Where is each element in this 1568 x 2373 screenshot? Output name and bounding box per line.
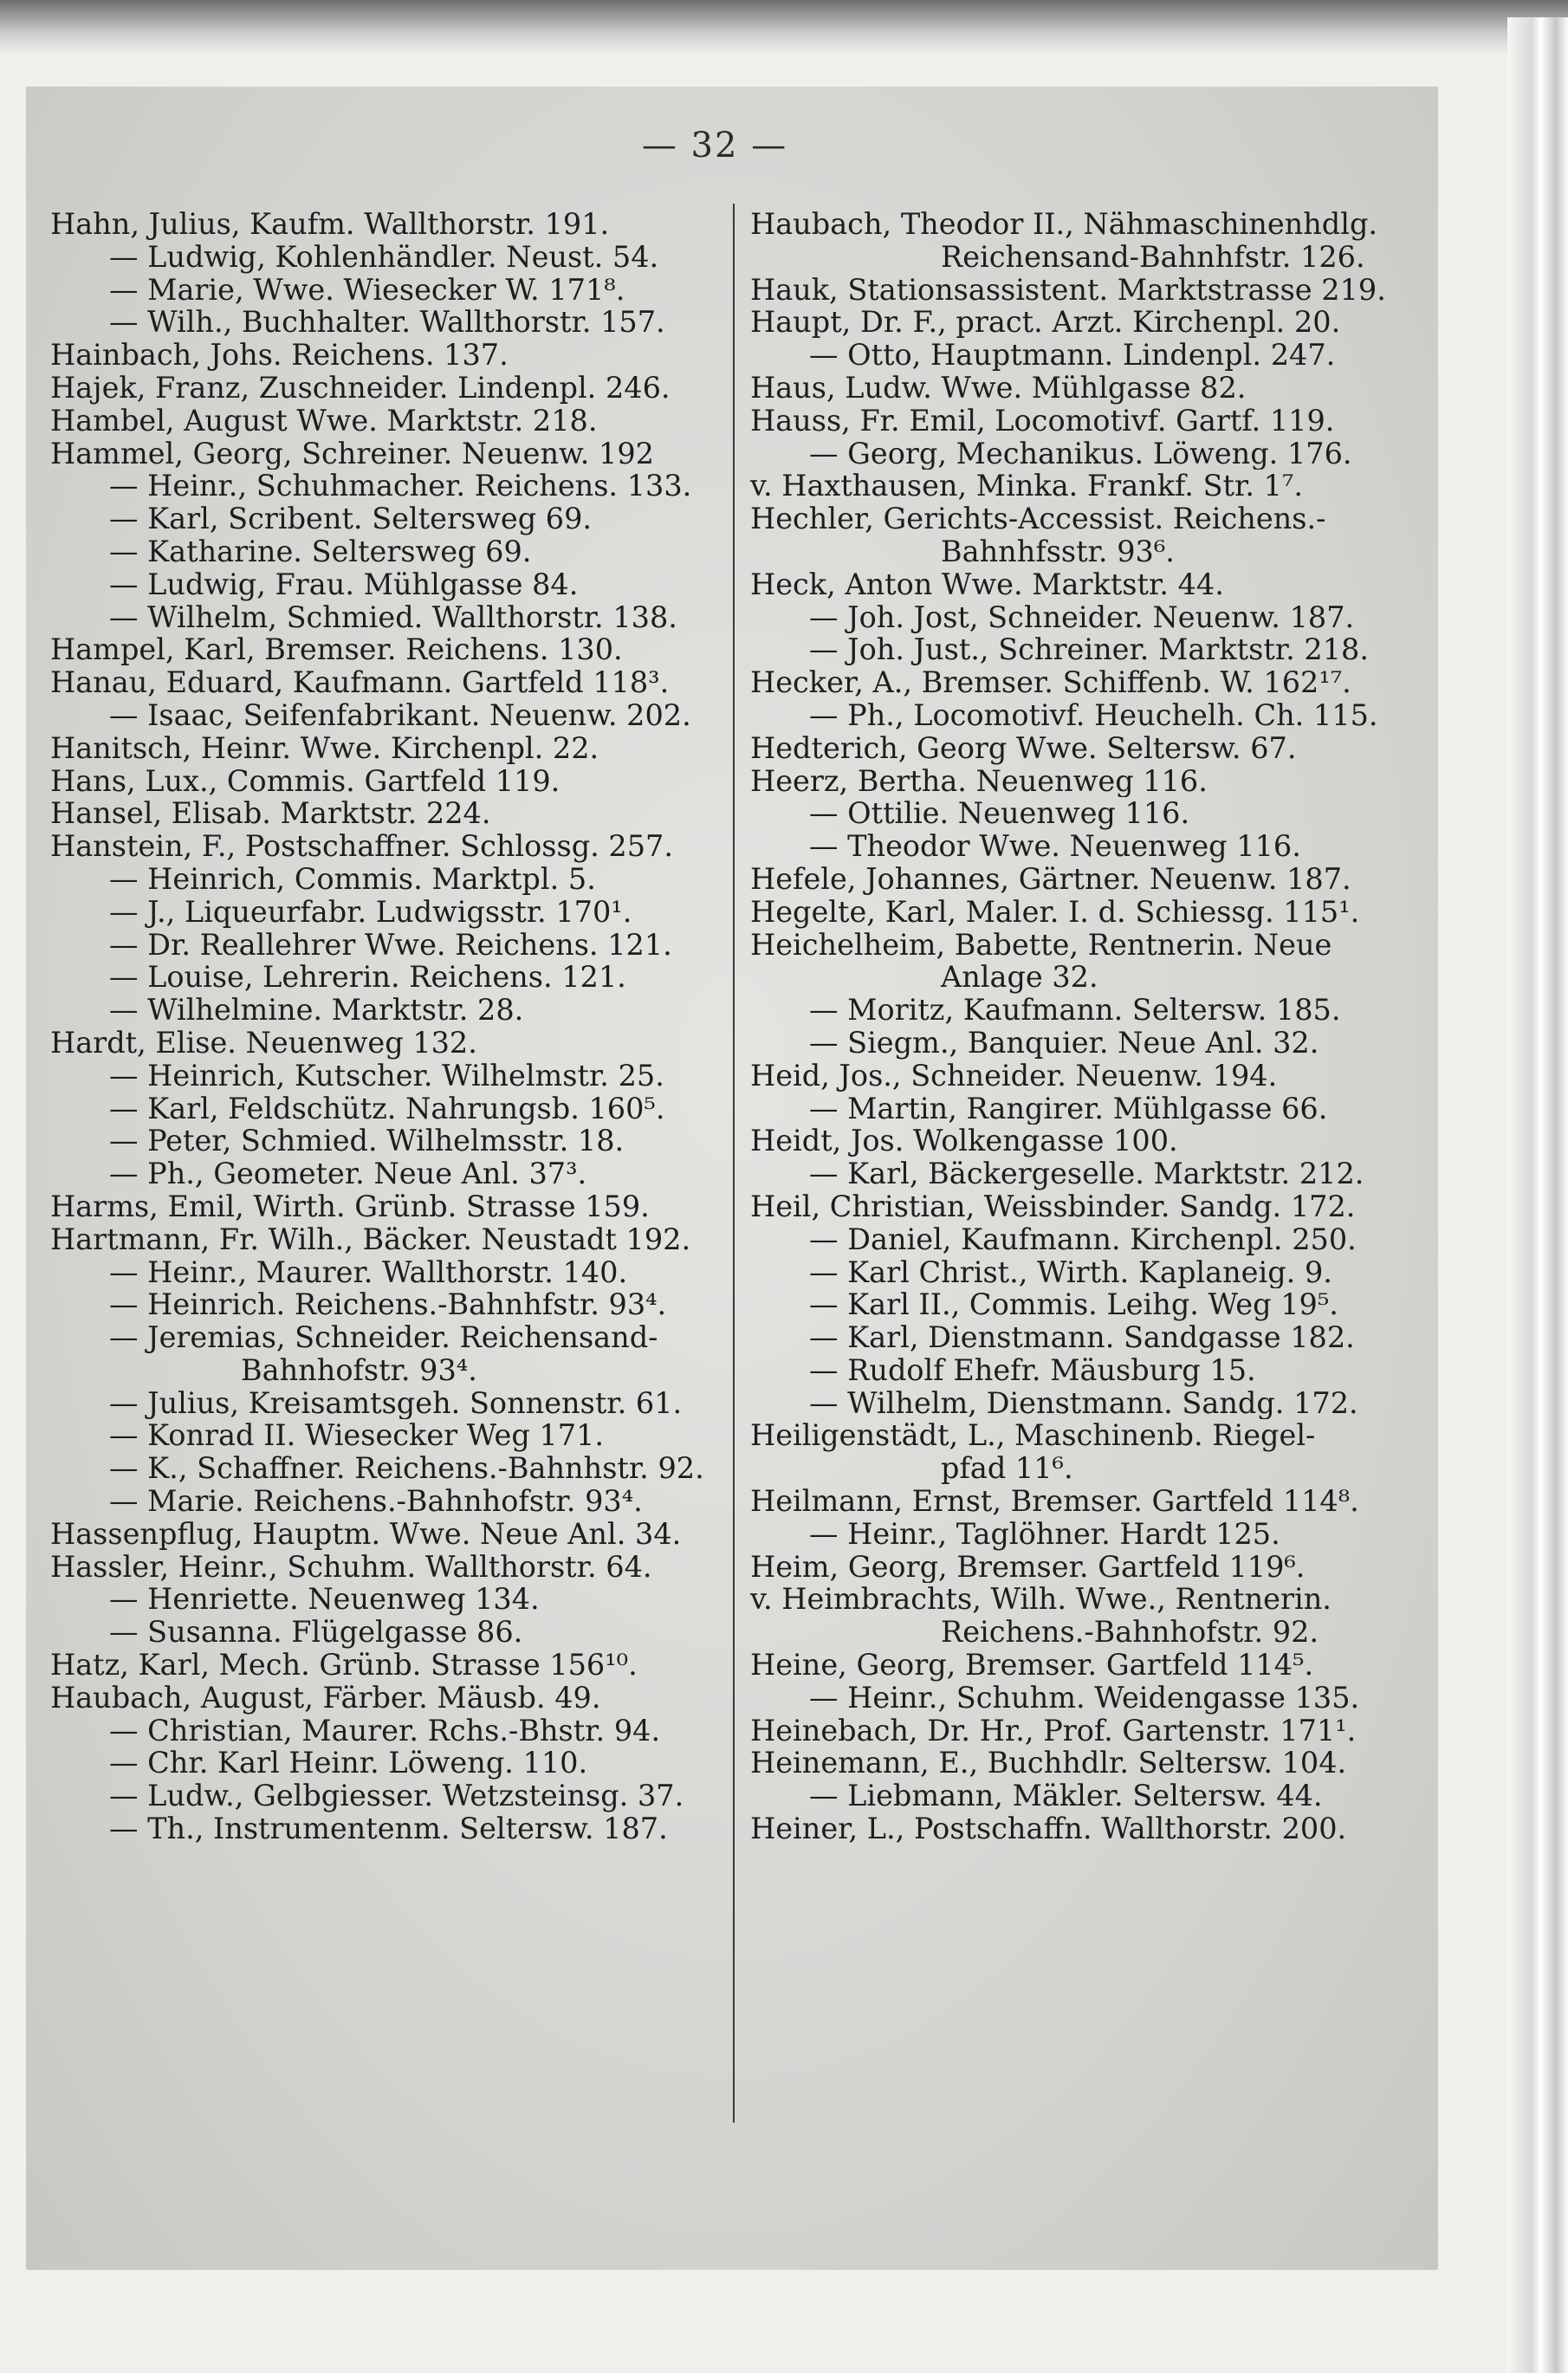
- directory-entry: Hajek, Franz, Zuschneider. Lindenpl. 246.: [50, 371, 671, 405]
- right-column: [750, 208, 1409, 1845]
- directory-entry: — Konrad II. Wiesecker Weg 171.: [109, 1419, 605, 1453]
- directory-entry: Hassler, Heinr., Schuhm. Wallthorstr. 64.: [50, 1550, 652, 1584]
- directory-entry: — Ludwig, Frau. Mühlgasse 84.: [109, 567, 579, 601]
- directory-entry: Hans, Lux., Commis. Gartfeld 119.: [50, 764, 560, 798]
- directory-entry: Hahn, Julius, Kaufm. Wallthorstr. 191.: [50, 208, 610, 241]
- directory-entry: Haus, Ludw. Wwe. Mühlgasse 82.: [750, 371, 1247, 405]
- directory-entry: Hanitsch, Heinr. Wwe. Kirchenpl. 22.: [50, 731, 599, 765]
- directory-entry: — Susanna. Flügelgasse 86.: [109, 1616, 523, 1650]
- directory-entry: — Henriette. Neuenweg 134.: [109, 1583, 540, 1617]
- directory-entry: — Heinrich, Kutscher. Wilhelmstr. 25.: [109, 1059, 664, 1092]
- directory-entry: — Chr. Karl Heinr. Löweng. 110.: [109, 1747, 588, 1780]
- directory-entry: — Heinr., Maurer. Wallthorstr. 140.: [109, 1255, 628, 1289]
- directory-entry: Bahnhfsstr. 93⁶.: [941, 535, 1175, 568]
- directory-entry: — Otto, Hauptmann. Lindenpl. 247.: [809, 339, 1336, 372]
- directory-entry: Heiligenstädt, L., Maschinenb. Riegel-: [750, 1419, 1316, 1453]
- directory-entry: Heichelheim, Babette, Rentnerin. Neue: [750, 928, 1332, 962]
- directory-entry: — Ottilie. Neuenweg 116.: [809, 797, 1190, 831]
- directory-entry: — Karl, Dienstmann. Sandgasse 182.: [809, 1321, 1355, 1354]
- directory-entry: — Theodor Wwe. Neuenweg 116.: [809, 830, 1301, 863]
- directory-entry: Heinebach, Dr. Hr., Prof. Gartenstr. 171¹.: [750, 1714, 1357, 1747]
- directory-entry: — Karl, Bäckergeselle. Marktstr. 212.: [809, 1157, 1364, 1190]
- directory-entry: Heck, Anton Wwe. Marktstr. 44.: [750, 567, 1224, 601]
- directory-entry: — Joh. Just., Schreiner. Marktstr. 218.: [809, 633, 1370, 667]
- directory-entry: — Karl Christ., Wirth. Kaplaneig. 9.: [809, 1255, 1332, 1289]
- directory-entry: Harms, Emil, Wirth. Grünb. Strasse 159.: [50, 1190, 650, 1223]
- directory-entry: Hassenpflug, Hauptm. Wwe. Neue Anl. 34.: [50, 1517, 682, 1551]
- page-number: — 32 —: [641, 126, 788, 165]
- directory-entry: Heiner, L., Postschaffn. Wallthorstr. 200.: [750, 1812, 1347, 1845]
- directory-entry: Hainbach, Johs. Reichens. 137.: [50, 339, 509, 372]
- directory-entry: Heim, Georg, Bremser. Gartfeld 119⁶.: [750, 1550, 1306, 1584]
- directory-entry: — Ludw., Gelbgiesser. Wetzsteinsg. 37.: [109, 1780, 684, 1813]
- directory-entry: Heilmann, Ernst, Bremser. Gartfeld 114⁸.: [750, 1485, 1359, 1518]
- directory-entry: Hechler, Gerichts-Accessist. Reichens.-: [750, 502, 1326, 535]
- directory-entry: v. Heimbrachts, Wilh. Wwe., Rentnerin.: [750, 1583, 1332, 1617]
- directory-entry: Hansel, Elisab. Marktstr. 224.: [50, 797, 491, 831]
- directory-entry: — Marie, Wwe. Wiesecker W. 171⁸.: [109, 273, 625, 307]
- directory-entry: — Martin, Rangirer. Mühlgasse 66.: [809, 1092, 1328, 1125]
- directory-entry: Hartmann, Fr. Wilh., Bäcker. Neustadt 192.: [50, 1222, 691, 1256]
- directory-entry: Anlage 32.: [941, 961, 1098, 995]
- directory-entry: Hatz, Karl, Mech. Grünb. Strasse 156¹⁰.: [50, 1649, 638, 1682]
- directory-entry: — Heinr., Schuhm. Weidengasse 135.: [809, 1681, 1360, 1715]
- directory-entry: — Wilh., Buchhalter. Wallthorstr. 157.: [109, 306, 665, 340]
- directory-entry: — Rudolf Ehefr. Mäusburg 15.: [809, 1353, 1256, 1387]
- directory-entry: — Heinr., Schuhmacher. Reichens. 133.: [109, 470, 692, 503]
- directory-entry: — Christian, Maurer. Rchs.-Bhstr. 94.: [109, 1714, 661, 1747]
- directory-entry: — Heinrich. Reichens.-Bahnhfstr. 93⁴.: [109, 1288, 667, 1322]
- directory-entry: — Wilhelm, Schmied. Wallthorstr. 138.: [109, 600, 677, 634]
- directory-entry: — Wilhelmine. Marktstr. 28.: [109, 994, 524, 1027]
- directory-entry: Haubach, Theodor II., Nähmaschinenhdlg.: [750, 208, 1378, 241]
- directory-entry: — Marie. Reichens.-Bahnhofstr. 93⁴.: [109, 1485, 643, 1518]
- scan-top-shadow: [0, 0, 1568, 54]
- directory-entry: Hauk, Stationsassistent. Marktstrasse 219.: [750, 273, 1386, 307]
- directory-entry: — Isaac, Seifenfabrikant. Neuenw. 202.: [109, 698, 691, 732]
- scan-book-edge: [1507, 17, 1568, 2373]
- directory-entry: — Katharine. Seltersweg 69.: [109, 535, 532, 568]
- directory-entry: Heine, Georg, Bremser. Gartfeld 114⁵.: [750, 1649, 1314, 1682]
- directory-entry: — Julius, Kreisamtsgeh. Sonnenstr. 61.: [109, 1386, 683, 1420]
- directory-entry: Hanau, Eduard, Kaufmann. Gartfeld 118³.: [50, 666, 670, 699]
- directory-entry: — Joh. Jost, Schneider. Neuenw. 187.: [809, 600, 1355, 634]
- directory-entry: Hefele, Johannes, Gärtner. Neuenw. 187.: [750, 862, 1351, 896]
- directory-entry: — Jeremias, Schneider. Reichensand-: [109, 1321, 658, 1354]
- directory-entry: — Peter, Schmied. Wilhelmsstr. 18.: [109, 1125, 625, 1158]
- directory-entry: Heid, Jos., Schneider. Neuenw. 194.: [750, 1059, 1278, 1092]
- directory-entry: — Georg, Mechanikus. Löweng. 176.: [809, 437, 1352, 470]
- directory-entry: — Karl, Scribent. Seltersweg 69.: [109, 502, 593, 535]
- directory-entry: — Daniel, Kaufmann. Kirchenpl. 250.: [809, 1222, 1357, 1256]
- directory-entry: Hegelte, Karl, Maler. I. d. Schiessg. 115¹.: [750, 895, 1360, 929]
- directory-entry: Haupt, Dr. F., pract. Arzt. Kirchenpl. 20.: [750, 306, 1341, 340]
- directory-entry: Hedterich, Georg Wwe. Seltersw. 67.: [750, 731, 1297, 765]
- directory-entry: Haubach, August, Färber. Mäusb. 49.: [50, 1681, 601, 1715]
- directory-entry: — Ludwig, Kohlenhändler. Neust. 54.: [109, 240, 659, 274]
- directory-entry: — Karl II., Commis. Leihg. Weg 19⁵.: [809, 1288, 1338, 1322]
- directory-entry: Hecker, A., Bremser. Schiffenb. W. 162¹⁷.: [750, 666, 1351, 699]
- directory-entry: — Ph., Geometer. Neue Anl. 37³.: [109, 1157, 587, 1190]
- directory-entry: Reichensand-Bahnhfstr. 126.: [941, 240, 1365, 274]
- directory-entry: Reichens.-Bahnhofstr. 92.: [941, 1616, 1319, 1650]
- directory-entry: — J., Liqueurfabr. Ludwigsstr. 170¹.: [109, 895, 632, 929]
- directory-entry: — Heinr., Taglöhner. Hardt 125.: [809, 1517, 1280, 1551]
- directory-entry: — Th., Instrumentenm. Seltersw. 187.: [109, 1812, 668, 1845]
- directory-entry: v. Haxthausen, Minka. Frankf. Str. 1⁷.: [750, 470, 1304, 503]
- directory-entry: Heerz, Bertha. Neuenweg 116.: [750, 764, 1208, 798]
- directory-entry: — Moritz, Kaufmann. Seltersw. 185.: [809, 994, 1341, 1027]
- directory-entry: Heidt, Jos. Wolkengasse 100.: [750, 1125, 1178, 1158]
- directory-entry: Hauss, Fr. Emil, Locomotivf. Gartf. 119.: [750, 404, 1335, 438]
- directory-entry: — Wilhelm, Dienstmann. Sandg. 172.: [809, 1386, 1358, 1420]
- directory-entry: — K., Schaffner. Reichens.-Bahnhstr. 92.: [109, 1452, 704, 1486]
- directory-entry: — Ph., Locomotivf. Heuchelh. Ch. 115.: [809, 698, 1378, 732]
- directory-entry: Hambel, August Wwe. Marktstr. 218.: [50, 404, 598, 438]
- directory-entry: — Karl, Feldschütz. Nahrungsb. 160⁵.: [109, 1092, 665, 1125]
- left-column: [50, 208, 730, 1845]
- directory-entry: — Louise, Lehrerin. Reichens. 121.: [109, 961, 626, 995]
- directory-entry: Hammel, Georg, Schreiner. Neuenw. 192: [50, 437, 654, 470]
- directory-entry: — Dr. Reallehrer Wwe. Reichens. 121.: [109, 928, 672, 962]
- directory-entry: Hampel, Karl, Bremser. Reichens. 130.: [50, 633, 623, 667]
- directory-entry: Hardt, Elise. Neuenweg 132.: [50, 1026, 477, 1060]
- column-divider: [733, 204, 735, 2123]
- directory-entry: Bahnhofstr. 93⁴.: [241, 1353, 477, 1387]
- directory-entry: Hanstein, F., Postschaffner. Schlossg. 257.: [50, 830, 674, 863]
- directory-entry: — Liebmann, Mäkler. Seltersw. 44.: [809, 1780, 1323, 1813]
- directory-entry: — Siegm., Banquier. Neue Anl. 32.: [809, 1026, 1319, 1060]
- directory-entry: Heil, Christian, Weissbinder. Sandg. 172.: [750, 1190, 1356, 1223]
- directory-entry: Heinemann, E., Buchhdlr. Seltersw. 104.: [750, 1747, 1347, 1780]
- directory-entry: — Heinrich, Commis. Marktpl. 5.: [109, 862, 596, 896]
- directory-entry: pfad 11⁶.: [941, 1452, 1073, 1486]
